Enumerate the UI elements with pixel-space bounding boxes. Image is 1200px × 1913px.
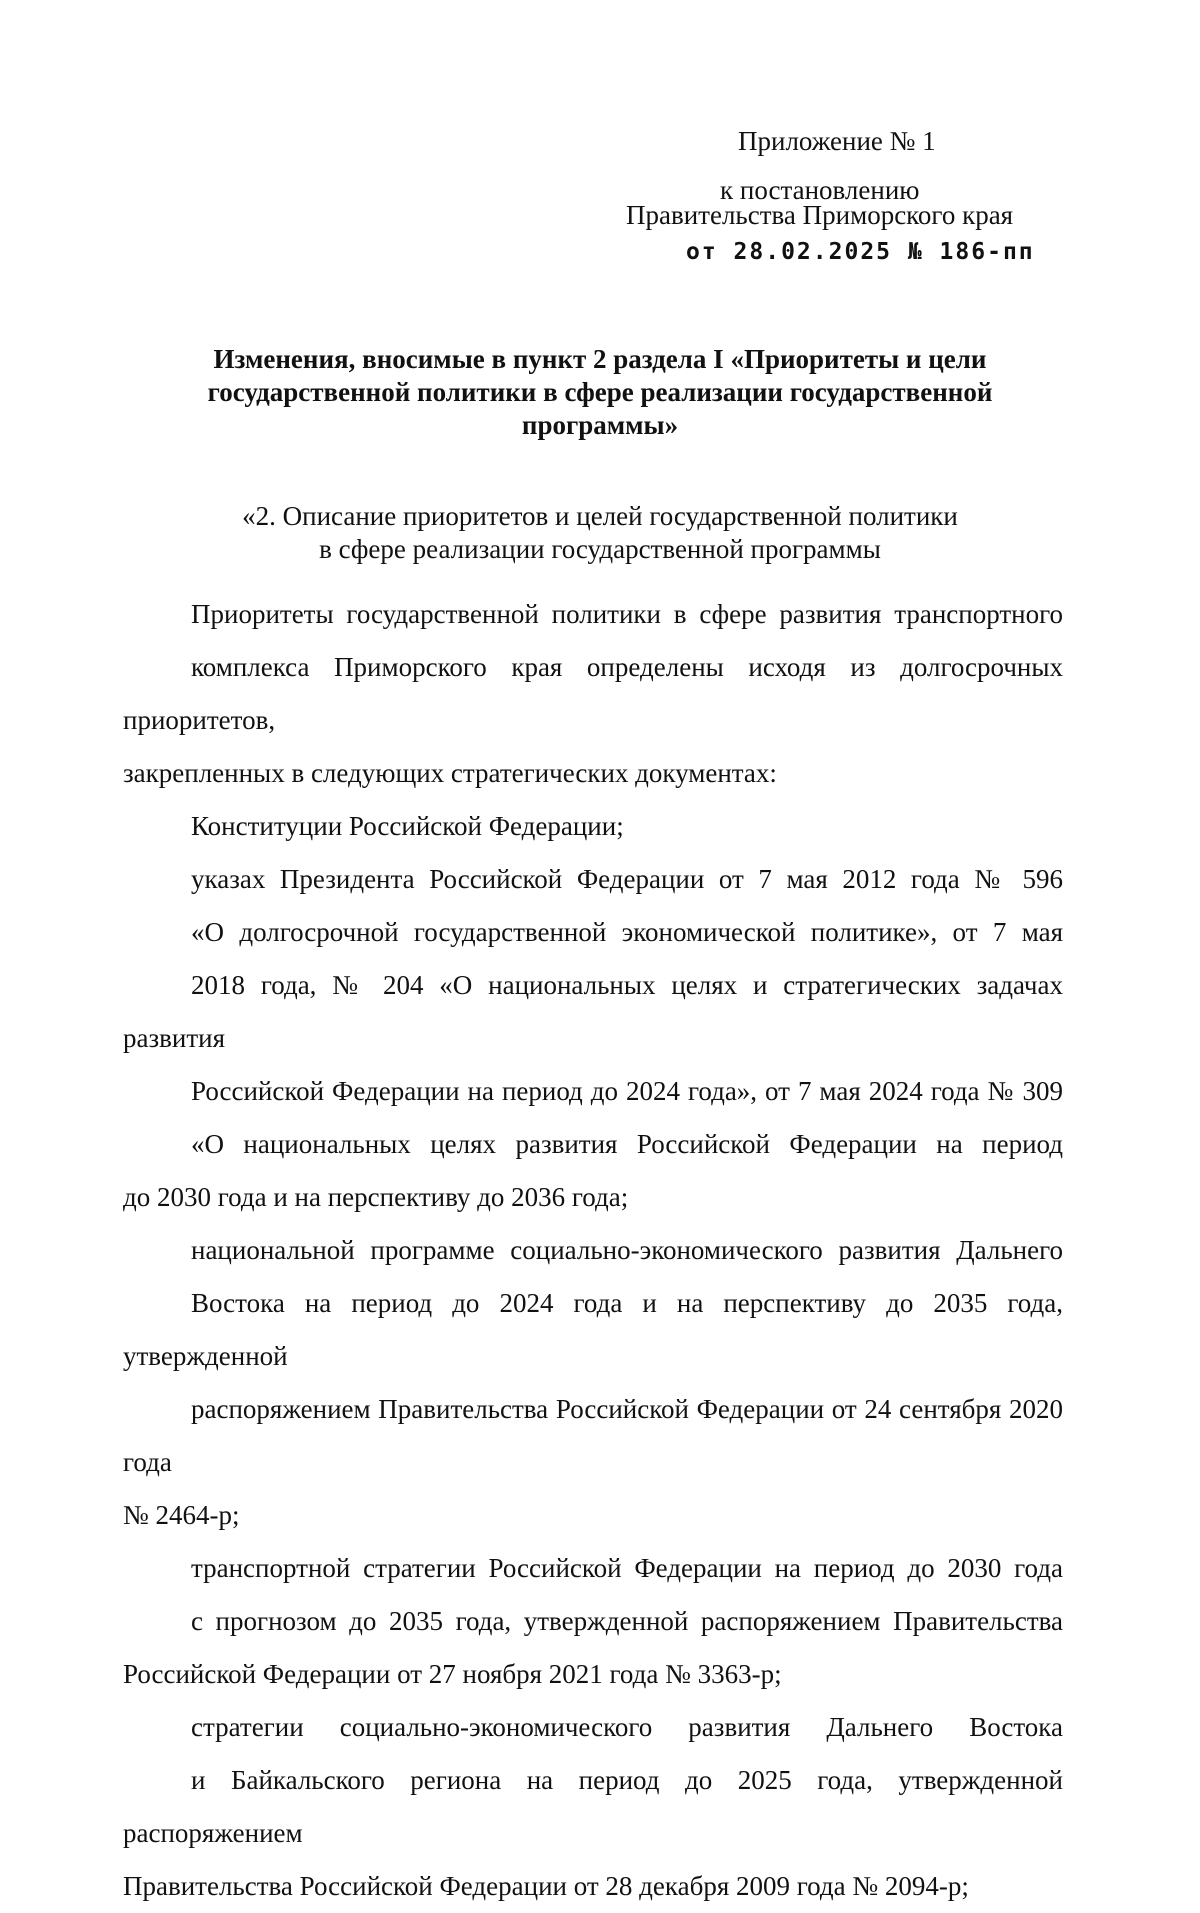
body-paragraph	[123, 853, 1063, 1224]
title-line: программы»	[521, 410, 679, 440]
paragraph-line: транспортной стратегии Российской Федерации на период до 2030 года	[191, 1553, 1063, 1583]
paragraph-line: закрепленных в следующих стратегических документах:	[123, 758, 777, 788]
section-heading	[150, 500, 1050, 566]
paragraph-line: распоряжением Правительства Российской Федерации от 24 сентября 2020 года	[123, 1394, 1063, 1477]
paragraph-line: и Байкальского региона на период до 2025 года, утвержденной распоряжением	[123, 1765, 1063, 1848]
body-paragraph	[123, 1224, 1063, 1542]
paragraph-line: Российской Федерации от 27 ноября 2021 года № 3363-р;	[123, 1659, 782, 1689]
paragraph-line: Российской Федерации на период до 2024 года», от 7 мая 2024 года № 309	[191, 1076, 1063, 1106]
paragraph-line: Востока на период до 2024 года и на перспективу до 2035 года, утвержденной	[123, 1288, 1063, 1371]
paragraph-line: до 2030 года и на перспективу до 2036 года;	[123, 1182, 629, 1212]
title-line: Изменения, вносимые в пункт 2 раздела I «Приоритеты и цели	[213, 344, 987, 374]
paragraph-line: Правительства Российской Федерации от 28 декабря 2009 года № 2094-р;	[123, 1871, 969, 1901]
paragraph-line: № 2464-р;	[123, 1500, 240, 1530]
appendix-title: Приложение № 1	[738, 126, 936, 156]
document-body	[123, 588, 1063, 1913]
paragraph-line: 2018 года, № 204 «О национальных целях и стратегических задачах развития	[123, 970, 1063, 1053]
paragraph-line: стратегии социально-экономического развития Дальнего Востока	[191, 1712, 1063, 1742]
document-title	[150, 343, 1050, 442]
appendix-resolution-line: к постановлению	[720, 175, 920, 205]
paragraph-line: «О национальных целях развития Российской Федерации на период	[191, 1129, 1063, 1159]
body-paragraph	[123, 1701, 1063, 1913]
paragraph-line: комплекса Приморского края определены исходя из долгосрочных приоритетов,	[123, 652, 1063, 735]
paragraph-line: национальной программе социально-экономического развития Дальнего	[191, 1235, 1063, 1265]
paragraph-line: указах Президента Российской Федерации от 7 мая 2012 года № 596	[191, 864, 1063, 894]
body-paragraph	[123, 800, 1063, 853]
title-line: государственной политики в сфере реализации государственной	[207, 377, 993, 407]
section-heading-line: «2. Описание приоритетов и целей государственной политики	[242, 501, 958, 531]
section-heading-line: в сфере реализации государственной программы	[319, 534, 881, 564]
appendix-government-line: Правительства Приморского края	[626, 200, 1014, 230]
paragraph-line: Конституции Российской Федерации;	[191, 811, 624, 841]
paragraph-line: «О долгосрочной государственной экономической политике», от 7 мая	[191, 917, 1063, 947]
body-paragraph	[123, 1542, 1063, 1701]
body-paragraph	[123, 588, 1063, 800]
resolution-stamp: от 28.02.2025 № 186-пп	[686, 239, 1035, 265]
paragraph-line: с прогнозом до 2035 года, утвержденной распоряжением Правительства	[191, 1606, 1063, 1636]
paragraph-line: Приоритеты государственной политики в сфере развития транспортного	[191, 599, 1063, 629]
